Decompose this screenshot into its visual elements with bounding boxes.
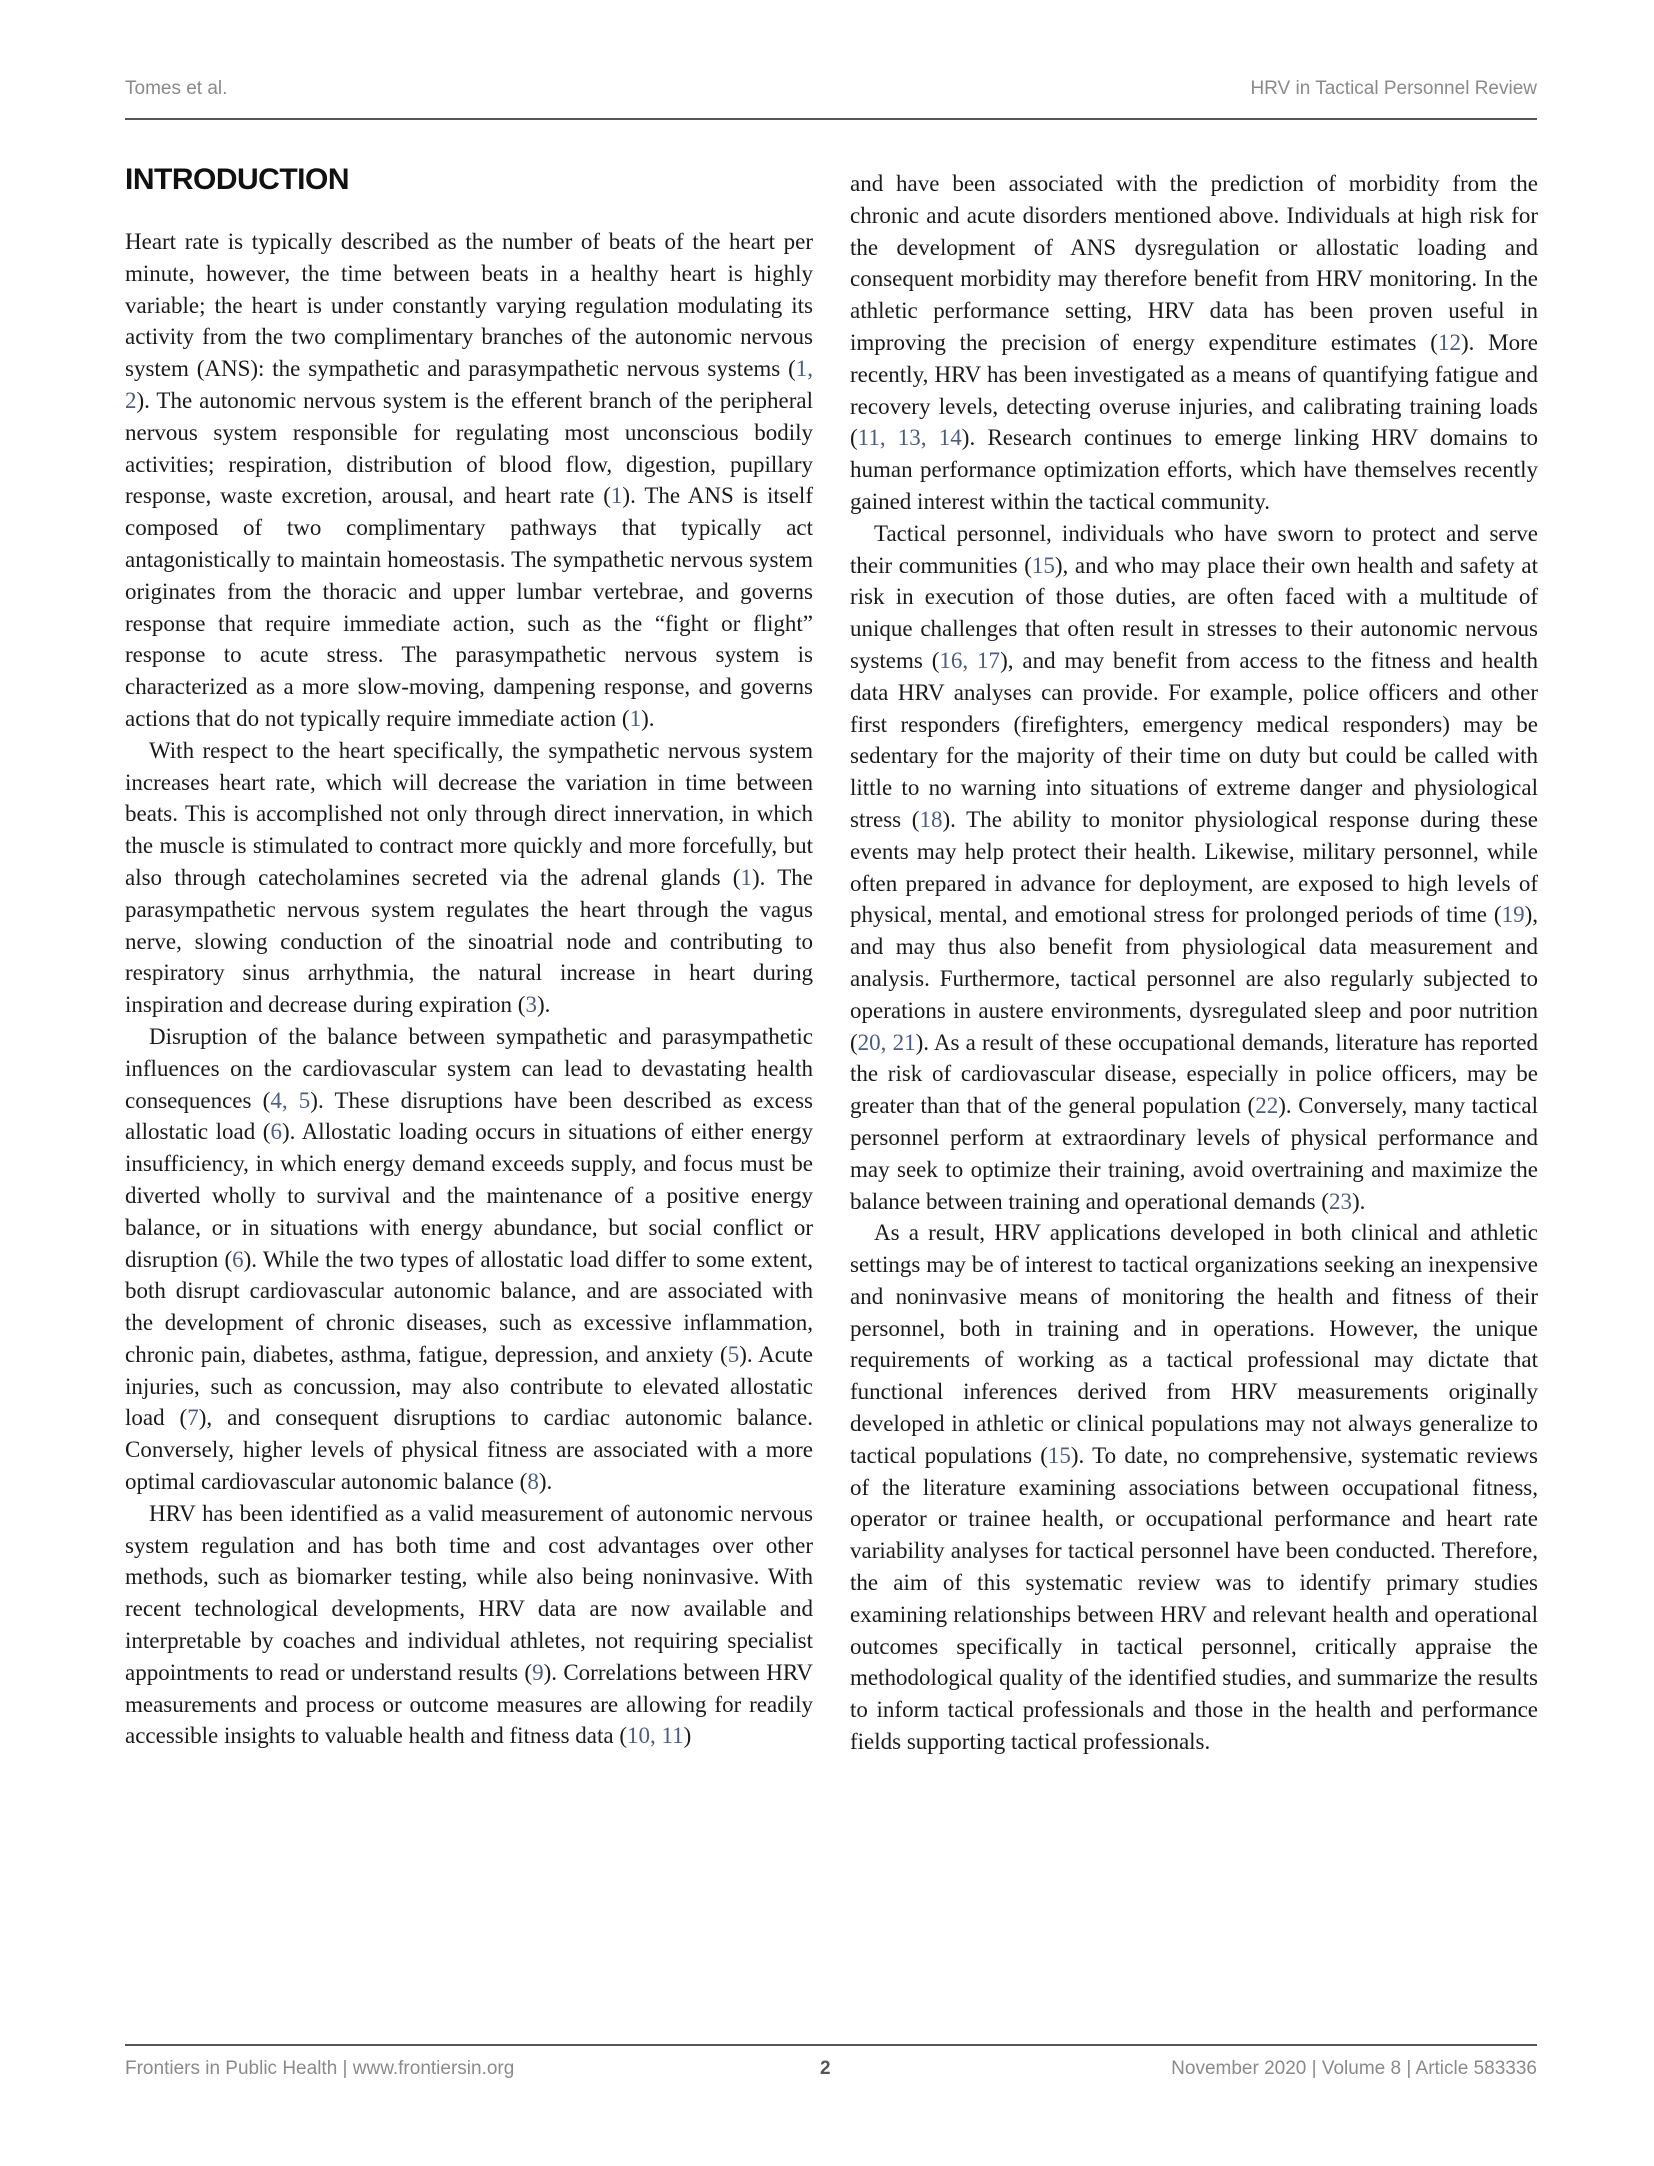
paragraph-text: ). While the two types of allostatic load differ to some extent, both disrupt cardiovascular autonomic balance, and are associated with the development of chronic diseases, such as excessive inflammation, chronic pain, diabetes, asthma, fatigue, depression, and anxiety ( [125, 1246, 813, 1367]
citation-link[interactable]: 3 [525, 992, 537, 1018]
paragraph-text: ). The parasympathetic nervous system regulates the heart through the vagus nerve, slowing conduction of the sinoatrial node and contributing to respiratory sinus arrhythmia, the natural increase in heart during inspiration and decrease during expiration ( [125, 864, 813, 1018]
paragraph-text: ). As a result of these occupational demands, literature has reported the risk of cardiovascular disease, especially in police officers, may be greater than that of the general population ( [850, 1029, 1538, 1119]
paragraph-text: ). [538, 1469, 553, 1495]
paragraph-text: ). To date, no comprehensive, systematic reviews of the literature examining associations between occupational fitness, operator or trainee health, or occupational performance and heart rate variability analyses for tactical personnel have been conducted. Therefore, the aim of this systematic review was to identify primary studies examining relationships between HRV and relevant health and operational outcomes specifically in tactical personnel, critically appraise the methodological quality of the identified studies, and summarize the results to inform tactical professionals and those in the health and performance fields supporting tactical professionals. [850, 1442, 1538, 1755]
citation-link[interactable]: 9 [532, 1659, 544, 1685]
page-number: 2 [820, 2058, 831, 2079]
footer-divider [125, 2044, 1537, 2046]
citation-link[interactable]: 6 [270, 1119, 282, 1145]
citation-link[interactable]: 8 [527, 1469, 539, 1495]
citation-link[interactable]: 12 [1437, 329, 1461, 355]
paragraph-text: ). [536, 992, 551, 1018]
citation-link[interactable]: 20, 21 [857, 1029, 916, 1055]
citation-link[interactable]: 7 [187, 1405, 199, 1431]
citation-link[interactable]: 1 [740, 864, 752, 890]
citation-link[interactable]: 23 [1328, 1188, 1352, 1214]
paragraph-text: With respect to the heart specifically, the sympathetic nervous system increases heart rate, which will decrease the variation in time between beats. This is accomplished not only through direct innervation, in which the muscle is stimulated to contract more quickly and more forcefully, but also through catecholamines secreted via the adrenal glands ( [125, 737, 813, 890]
paragraph [125, 1021, 813, 1498]
paragraph [850, 168, 1538, 518]
paragraph-text: ). The autonomic nervous system is the efferent branch of the peripheral nervous system responsible for regulating most unconscious bodily activities; respiration, distribution of blood flow, digestion, pupillary response, waste excretion, arousal, and heart rate ( [125, 387, 813, 509]
citation-link[interactable]: 15 [1031, 552, 1055, 578]
paragraph-text: ), and consequent disruptions to cardiac autonomic balance. Conversely, higher levels of physical fitness are associated with a more optimal cardiovascular autonomic balance ( [125, 1405, 813, 1495]
paragraph-text: ). Allostatic loading occurs in situations of either energy insufficiency, in which energy demand exceeds supply, and focus must be diverted wholly to survival and the maintenance of a positive energy balance, or in situations with energy abundance, but social conflict or disruption ( [125, 1119, 813, 1272]
right-column [850, 168, 1538, 1758]
citation-link[interactable]: 6 [232, 1246, 244, 1272]
paragraph-text: ). Acute injuries, such as concussion, may also contribute to elevated allostatic load ( [125, 1341, 814, 1431]
citation-link[interactable]: 10, 11 [627, 1723, 684, 1749]
citation-link[interactable]: 22 [1255, 1093, 1279, 1119]
paragraph-text: ). [1351, 1188, 1366, 1214]
citation-link[interactable]: 11, 13, 14 [857, 425, 962, 451]
paragraph-text: and have been associated with the prediction of morbidity from the chronic and acute disorders mentioned above. Individuals at high risk for the development of ANS dysregulation or allostatic loading and consequent morbidity may therefore benefit from HRV monitoring. In the athletic performance setting, HRV data has been proven useful in improving the precision of energy expenditure estimates ( [850, 171, 1538, 355]
running-header-authors: Tomes et al. [125, 78, 228, 99]
paragraph-text: ) [683, 1723, 692, 1749]
footer-issue: November 2020 | Volume 8 | Article 583336 [1171, 2058, 1537, 2079]
paragraph-text: ), and may benefit from access to the fitness and health data HRV analyses can provide. For example, police officers and other first responders (firefighters, emergency medical responders) may be sedentary for the majority of their time on duty but could be called with little to no warning into situations of extreme danger and physiological stress ( [850, 647, 1539, 832]
citation-link[interactable]: 19 [1501, 902, 1525, 928]
paragraph-text: ). Correlations between HRV measurements and process or outcome measures are allowing for readily accessible insights to valuable health and fitness data ( [125, 1659, 813, 1749]
paragraph [125, 1498, 813, 1752]
paragraph-text: ), and who may place their own health and safety at risk in execution of those duties, are often faced with a multitude of unique challenges that often result in stresses to their autonomic nervous systems ( [850, 552, 1538, 673]
paragraph-text: ). More recently, HRV has been investigated as a means of quantifying fatigue and recovery levels, detecting overuse injuries, and calibrating training loads ( [850, 329, 1538, 451]
citation-link[interactable]: 1 [629, 705, 642, 731]
footer-journal: Frontiers in Public Health | www.frontiersin.org [125, 2058, 515, 2079]
paragraph-text: ). Conversely, many tactical personnel perform at extraordinary levels of physical performance and may seek to optimize their training, avoid overtraining and maximize the balance between training and operational demands ( [850, 1093, 1538, 1214]
paragraph-text: ). [641, 705, 655, 731]
paragraph [850, 518, 1538, 1218]
paragraph-text: As a result, HRV applications developed in both clinical and athletic settings may be of interest to tactical organizations seeking an inexpensive and noninvasive means of monitoring the health and fitness of their personnel, both in training and in operations. However, the unique requirements of working as a tactical professional may dictate that functional inferences derived from HRV measurements originally developed in athletic or clinical populations may not always generalize to tactical populations ( [850, 1220, 1538, 1468]
running-header-title: HRV in Tactical Personnel Review [1250, 78, 1537, 99]
paragraph-text: ), and may thus also benefit from physiological data measurement and analysis. Furthermore, tactical personnel are also regularly subjected to operations in austere environments, dysregulated sleep and poor nutrition ( [850, 902, 1538, 1055]
citation-link[interactable]: 1, 2 [125, 356, 813, 413]
paragraph [850, 1217, 1538, 1758]
paragraph-text: Heart rate is typically described as the number of beats of the heart per minute, however, the time between beats in a healthy heart is highly variable; the heart is under constantly varying regulation modulating its activity from the two complimentary branches of the autonomic nervous system (ANS): the sympathetic and parasympathetic nervous systems ( [125, 229, 813, 382]
paragraph-text: ). Research continues to emerge linking HRV domains to human performance optimization efforts, which have themselves recently gained interest within the tactical community. [850, 425, 1538, 514]
paragraph-text: Disruption of the balance between sympathetic and parasympathetic influences on the cardiovascular system can lead to devastating health consequences ( [125, 1023, 813, 1113]
paragraph-text: Tactical personnel, individuals who have sworn to protect and serve their communities ( [850, 520, 1538, 578]
paragraph-text: ). These disruptions have been described as excess allostatic load ( [125, 1087, 814, 1145]
citation-link[interactable]: 1 [610, 483, 623, 509]
paragraph [125, 735, 813, 1021]
citation-link[interactable]: 15 [1047, 1442, 1071, 1468]
header-divider [125, 118, 1537, 120]
citation-link[interactable]: 16, 17 [939, 647, 1001, 673]
paragraph [125, 226, 813, 735]
section-title: INTRODUCTION [125, 163, 349, 196]
paragraph-text: ). The ability to monitor physiological response during these events may help protect their health. Likewise, military personnel, while often prepared in advance for deployment, are exposed to high levels of physical, mental, and emotional stress for prolonged periods of time ( [850, 806, 1538, 928]
left-column [125, 160, 813, 1752]
paragraph-text: ). The ANS is itself composed of two complimentary pathways that typically act antagonistically to maintain homeostasis. The sympathetic nervous system originates from the thoracic and upper lumbar vertebrae, and governs response that require immediate action, such as the “fight or flight” response to acute stress. The parasympathetic nervous system is characterized as a more slow-moving, dampening response, and governs actions that do not typically require immediate action ( [125, 483, 813, 731]
citation-link[interactable]: 18 [919, 806, 943, 832]
citation-link[interactable]: 5 [727, 1341, 740, 1367]
paragraph-text: HRV has been identified as a valid measurement of autonomic nervous system regulation and has both time and cost advantages over other methods, such as biomarker testing, while also being noninvasive. With recent technological developments, HRV data are now available and interpretable by coaches and individual athletes, not requiring specialist appointments to read or understand results ( [125, 1500, 813, 1685]
citation-link[interactable]: 4, 5 [270, 1087, 311, 1113]
